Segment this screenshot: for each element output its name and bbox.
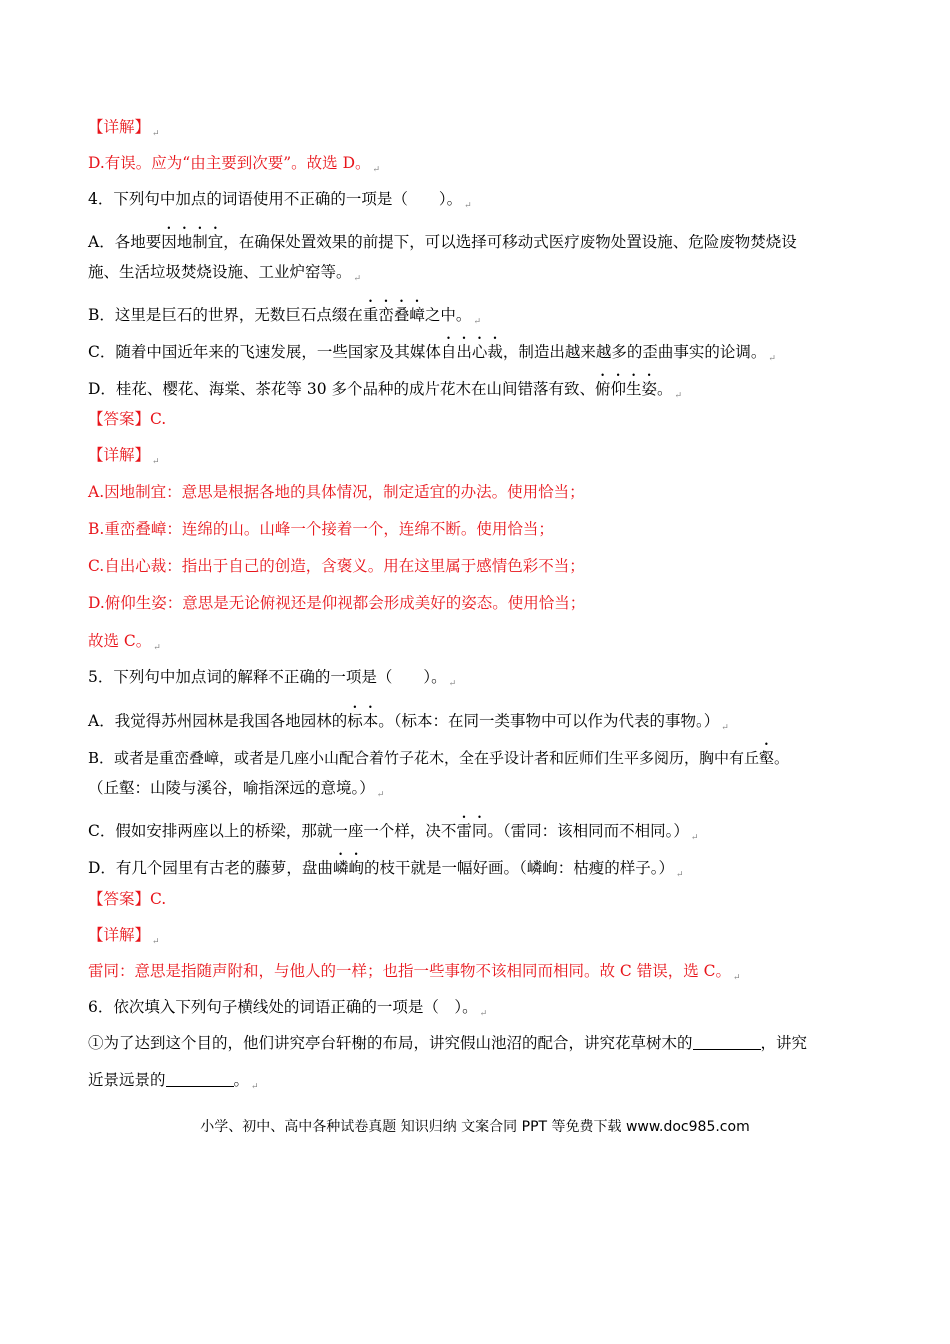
question-4-explain-d: D.俯仰生姿：意思是无论俯视还是仰视都会形成美好的姿态。使用恰当； [88, 594, 586, 612]
fill-in-blank [166, 1072, 234, 1087]
question-4-option-c: C．随着中国近年来的飞速发展，一些国家及其媒体自出心裁，制造出越来越多的歪曲事实的论调。 $_↵$ [88, 343, 776, 364]
detail-heading: 【详解】 $_↵$ [88, 118, 160, 139]
question-5-option-b: B．或者是重峦叠嶂，或者是几座小山配合着竹子花木，全在乎设计者和匠师们生平多阅历，胸中有丘壑。 [88, 749, 790, 767]
question-5-detail-heading: 【详解】 $_↵$ [88, 926, 160, 947]
question-4-option-a: A．各地要因地制宜，在确保处置效果的前提下，可以选择可移动式医疗废物处置设施、危险废物焚烧设 [88, 233, 797, 251]
question-4-explain-c: C.自出心裁：指出于自己的创造，含褒义。用在这里属于感情色彩不当； [88, 557, 585, 575]
question-4-option-d: D．桂花、樱花、海棠、茶花等 30 多个品种的成片花木在山间错落有致、俯仰生姿。 $_↵$ [88, 380, 683, 401]
question-5-explanation: 雷同：意思是指随声附和，与他人的一样；也指一些事物不该相同而相同。故 C 错误，选 C。 $_↵$ [88, 962, 741, 983]
question-5-stem: 5．下列句中加点词的解释不正确的一项是（ ）。 $_↵$ [88, 668, 457, 689]
question-4-detail-heading: 【详解】 $_↵$ [88, 446, 160, 467]
question-5-answer: 【答案】C. [88, 890, 167, 908]
question-4-option-a-cont: 施、生活垃圾焚烧设施、工业炉窑等。 $_↵$ [88, 263, 362, 284]
question-6-stem: 6．依次填入下列句子横线处的词语正确的一项是（ ）。 $_↵$ [88, 998, 488, 1019]
question-5-option-a: A．我觉得苏州园林是我国各地园林的标本。（标本：在同一类事物中可以作为代表的事物。） $_↵$ [88, 712, 729, 733]
question-4-conclusion: 故选 C。 $_↵$ [88, 632, 161, 653]
question-4-explain-b: B.重峦叠嶂：连绵的山。山峰一个接着一个，连绵不断。使用恰当； [88, 520, 554, 538]
question-5-option-b-cont: （丘壑：山陵与溪谷，喻指深远的意境。） $_↵$ [88, 779, 385, 800]
question-5-option-c: C．假如安排两座以上的桥梁，那就一座一个样，决不雷同。（雷同：该相同而不相同。） $_↵$ [88, 822, 699, 843]
fill-in-blank [693, 1035, 761, 1050]
question-4-stem: 4．下列句中加点的词语使用不正确的一项是（ ）。 $_↵$ [88, 190, 472, 211]
question-5-option-d: D．有几个园里有古老的藤萝，盘曲嶙峋的枝干就是一幅好画。（嶙峋：枯瘦的样子。） $_↵$ [88, 859, 684, 880]
page-footer: 小学、初中、高中各种试卷真题 知识归纳 文案合同 PPT 等免费下载 www.doc985.com [200, 1119, 750, 1135]
question-4-option-b: B．这里是巨石的世界，无数巨石点缀在重峦叠嶂之中。 $_↵$ [88, 306, 481, 327]
question-6-sentence-1-cont: 近景远景的 。 $_↵$ [88, 1071, 259, 1092]
question-4-answer: 【答案】C. [88, 410, 167, 428]
question-4-explain-a: A.因地制宜：意思是根据各地的具体情况，制定适宜的办法。使用恰当； [88, 483, 585, 501]
option-d-explanation: D.有误。应为“由主要到次要”。故选 D。 $_↵$ [88, 154, 381, 175]
question-6-sentence-1: ①为了达到这个目的，他们讲究亭台轩榭的布局，讲究假山池沼的配合，讲究花草树木的 ，讲究 [88, 1034, 808, 1052]
